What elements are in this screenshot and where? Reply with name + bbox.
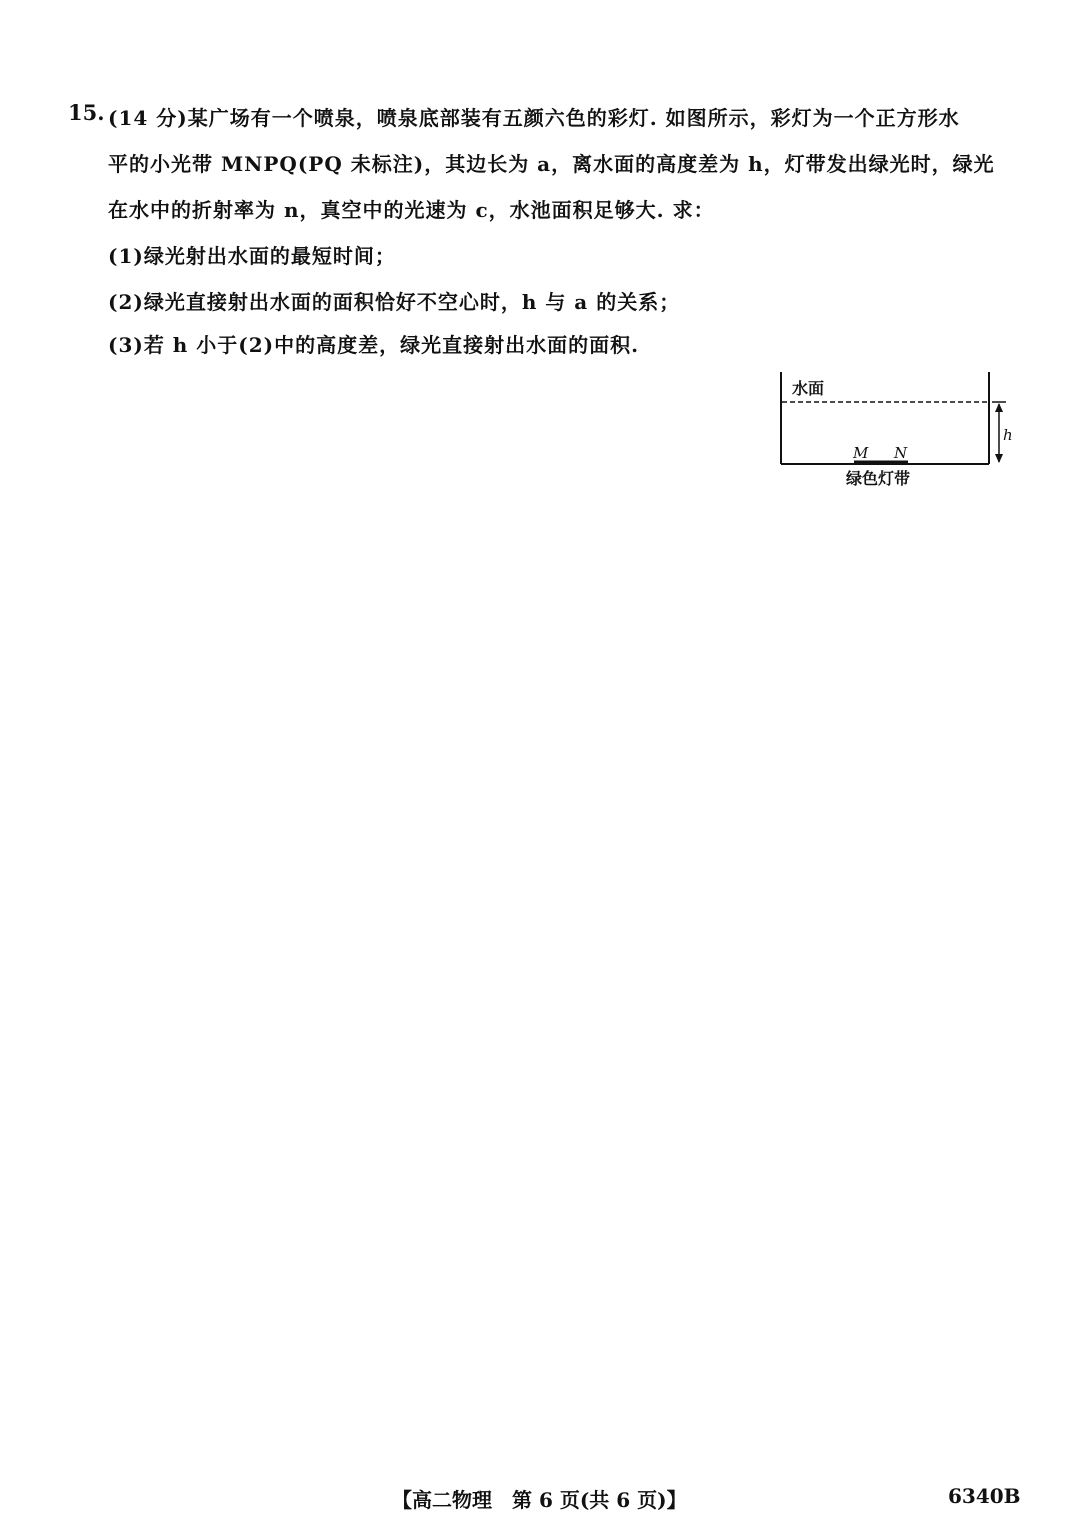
question-number: 15. <box>68 100 105 125</box>
sub-question-2: (2)绿光直接射出水面的面积恰好不空心时，h 与 a 的关系； <box>108 290 681 314</box>
page-footer: 【高二物理 第 6 页(共 6 页)】 <box>392 1488 687 1512</box>
height-arrow-down <box>995 454 1003 463</box>
sub-question-1: (1)绿光射出水面的最短时间； <box>108 244 396 268</box>
water-surface-label: 水面 <box>792 379 825 398</box>
question-stem-line-2: 平的小光带 MNPQ(PQ 未标注)，其边长为 a，离水面的高度差为 h，灯带发出绿光时，绿光 <box>108 152 995 176</box>
question-stem-line-1: (14 分)某广场有一个喷泉，喷泉底部装有五颜六色的彩灯. 如图所示，彩灯为一个正方形水 <box>108 106 960 130</box>
question-stem-line-3: 在水中的折射率为 n，真空中的光速为 c，水池面积足够大. 求： <box>108 198 715 222</box>
height-arrow-up <box>995 403 1003 412</box>
strip-label: 绿色灯带 <box>846 469 911 488</box>
paper-code: 6340B <box>948 1484 1021 1508</box>
height-label: h <box>1003 426 1013 444</box>
point-n-label: N <box>894 444 908 462</box>
fountain-pool-diagram <box>770 366 1020 496</box>
sub-question-3: (3)若 h 小于(2)中的高度差，绿光直接射出水面的面积. <box>108 333 640 357</box>
point-m-label: M <box>853 444 869 462</box>
